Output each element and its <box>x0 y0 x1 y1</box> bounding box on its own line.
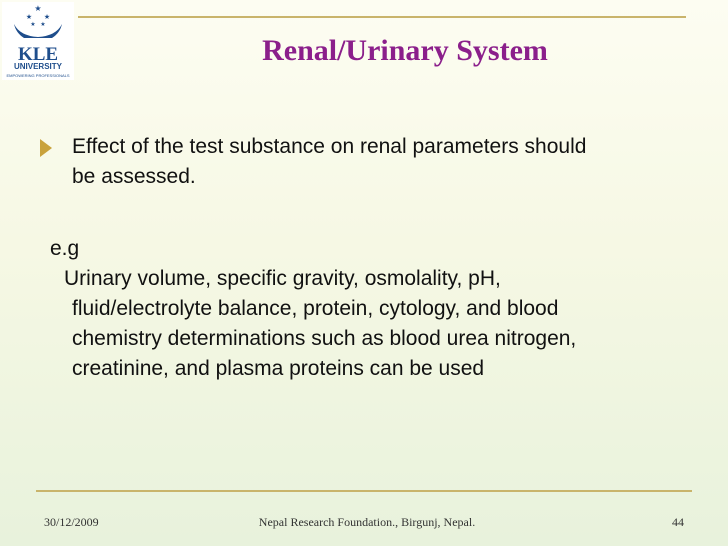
footer-date: 30/12/2009 <box>44 515 99 529</box>
footer-organization: Nepal Research Foundation., Birgunj, Nepal. <box>258 515 476 529</box>
bottom-divider <box>36 490 692 492</box>
paragraph-line2: fluid/electrolyte balance, protein, cytology, and blood <box>72 297 559 320</box>
page-number: 44 <box>672 515 684 529</box>
paragraph-line3: chemistry determinations such as blood urea nitrogen, <box>72 327 577 350</box>
logo-name: KLE <box>17 44 59 65</box>
eg-label: e.g <box>50 237 80 260</box>
svg-text:★: ★ <box>40 21 46 28</box>
logo-tagline: EMPOWERING PROFESSIONALS <box>6 73 70 78</box>
svg-text:★: ★ <box>30 21 36 28</box>
svg-text:★: ★ <box>43 13 51 21</box>
kle-university-logo <box>2 2 74 80</box>
bullet-text-line2: be assessed. <box>72 165 196 188</box>
paragraph-line4: creatinine, and plasma proteins can be used <box>72 357 485 380</box>
bullet-arrow-icon <box>40 139 52 157</box>
paragraph-line1: Urinary volume, specific gravity, osmolality, pH, <box>64 267 501 290</box>
bullet-text-line1: Effect of the test substance on renal parameters should <box>72 135 587 158</box>
svg-text:★: ★ <box>25 13 33 21</box>
top-divider <box>78 16 686 18</box>
logo-subtitle: UNIVERSITY <box>13 62 63 71</box>
slide-title: Renal/Urinary System <box>262 34 548 67</box>
svg-text:★: ★ <box>34 4 42 13</box>
